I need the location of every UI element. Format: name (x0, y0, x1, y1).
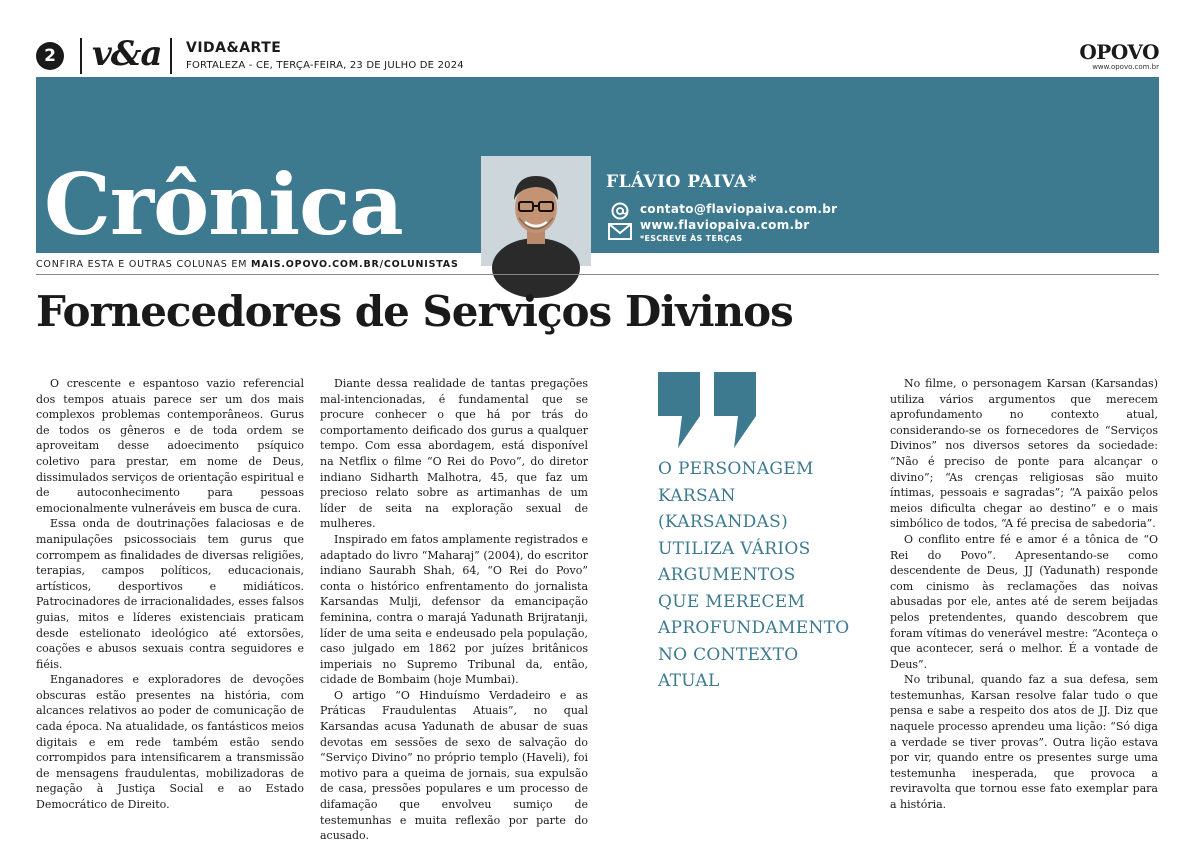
columns-tagline (36, 259, 459, 270)
pull-quote-line: ARGUMENTOS (658, 565, 796, 585)
pull-quote-line: QUE MERECEM (658, 591, 806, 612)
columnists-link[interactable]: MAIS.OPOVO.COM.BR/COLUNISTAS (251, 259, 459, 270)
contact-icons (606, 202, 634, 242)
column-banner (36, 77, 1159, 253)
pull-quote-line: UTILIZA VÁRIOS (658, 538, 811, 559)
divider-rule (36, 274, 1159, 275)
author-portrait (478, 153, 594, 269)
envelope-icon (609, 224, 631, 239)
section-name: VIDA&ARTE (186, 40, 282, 56)
author-name: FLÁVIO PAIVA* (606, 172, 757, 192)
pull-quote-line: KARSAN (658, 485, 736, 506)
pull-quote-line: (KARSANDAS) (658, 512, 789, 532)
article-paragraph: No tribunal, quando faz a sua defesa, sem testemunhas, Karsan resolve falar tudo o que pensa e sabe a respeito dos atos de JJ. Diz que naquele processo aprendeu uma lição: “Só diga a verdade se tiver provas”. Outra lição estava por vir, quando entre os presentes surge uma testemunha inesperada, que provoca a reviravolta que tornou esse fato exemplar para a história. (890, 673, 1158, 812)
page-header (0, 0, 1199, 76)
pull-quote-line: APROFUNDAMENTO (658, 618, 850, 638)
newspaper-logo[interactable]: OPOVO (1079, 40, 1159, 64)
dateline: FORTALEZA - CE, TERÇA-FEIRA, 23 DE JULHO DE 2024 (186, 60, 464, 71)
article-headline: Fornecedores de Serviços Divinos (36, 287, 793, 336)
pull-quote-line: NO CONTEXTO (658, 644, 799, 665)
page-number: 2 (36, 42, 64, 70)
header-divider (170, 38, 172, 74)
article-paragraph: No filme, o personagem Karsan (Karsandas) utiliza vários argumentos que merecem aprofundamento no contexto atual, considerando-se os fornecedores de “Serviços Divinos” nos diversos setores da sociedade: “Não é preciso de ponte para alcançar o divino”; “As crenças religiosas são muito íntimas, pessoais e sagradas”; “A paixão pelos meios dificulta chegar ao destino” e o mais simbólico de todos, “A fé precisa de sabedoria”. (890, 377, 1158, 531)
article-paragraph: Essa onda de doutrinações falaciosas e de manipulações psicossociais tem gurus que corrompem as finalidades de diversas religiões, terapias, campos políticos, educacionais, artísticos, desportivos e midiáticos. Patrocinadores de irracionalidades, esses falsos guias, mitos e líderes existenciais praticam desde estelionato ideológico até extorsões, coações e abusos sexuais contra seguidores e fiéis. (36, 517, 304, 671)
author-website-link[interactable]: www.flaviopaiva.com.br (640, 218, 810, 232)
tagline-prefix: CONFIRA ESTA E OUTRAS COLUNAS EM (36, 259, 252, 270)
article-paragraph: Diante dessa realidade de tantas pregações mal-intencionadas, é fundamental que se procure conhecer o que há por trás do comportamento deificado dos gurus a qualquer tempo. Com essa abordagem, está disponível na Netflix o filme “O Rei do Povo”, do diretor indiano Sidharth Malhotra, 45, que faz um precioso relato sobre as artimanhas de um líder de seita na exploração sexual de mulheres. (320, 377, 588, 531)
header-divider (80, 38, 82, 74)
article-paragraph: O conflito entre fé e amor é a tônica de “O Rei do Povo”. Apresentando-se como descendente de Deus, JJ (Yadunath) responde com cinismo às reclamações das noivas abusadas por ele, antes até de serem beijadas pelos pretendentes, quando descobrem que foram vítimas do venerável mestre: “Aconteça o que acontecer, será o melhor. É a vontade de Deus”. (890, 532, 1158, 671)
schedule-note: *ESCREVE ÀS TERÇAS (640, 234, 743, 243)
column-title: Crônica (44, 155, 403, 254)
article-paragraph: Inspirado em fatos amplamente registrados e adaptado do livro “Maharaj” (2004), do escritor indiano Saurabh Shah, 64, “O Rei do Povo” conta o histórico enfrentamento do jornalista Karsandas Mulji, defensor da emancipação feminina, contra o marajá Yadunath Brijratanji, líder de uma seita e endeusado pela população, caso julgado em 1862 por juízes britânicos imperiais no Supremo Tribunal da, então, cidade de Bombaim (hoje Mumbai). (320, 532, 588, 687)
article-paragraph: Enganadores e exploradores de devoções obscuras estão presentes na história, com alcances relativos ao poder de comunicação de cada época. Na atualidade, os fantásticos meios digitais e em rede também estão sendo corrompidos para intensificarem a transmissão de mensagens fraudulentas, mobilizadoras de negação à Justiça Social e ao Estado Democrático de Direito. (36, 673, 304, 812)
article-column-1 (36, 376, 304, 813)
newspaper-url[interactable]: www.opovo.com.br (1092, 63, 1159, 71)
article-paragraph: O artigo “O Hinduísmo Verdadeiro e as Práticas Fraudulentas Atuais”, no qual Karsandas acusa Yadunath de abusar de suas devotas em sessões de sexo de salvação do “Serviço Divino” no próprio templo (Haveli), foi motivo para a queima de jornais, sua expulsão de casa, pressões populares e um processo de difamação que envolveu sumiço de testemunhas e muita reflexão por parte do acusado. (320, 688, 588, 843)
section-logo: v&a (92, 34, 162, 74)
article-column-2 (320, 376, 588, 844)
article-column-3 (890, 376, 1158, 813)
article-paragraph: O crescente e espantoso vazio referencial dos tempos atuais parece ser um dos mais complexos problemas contemporâneos. Gurus de todos os gêneros e de toda ordem se aproveitam desse adoecimento psíquico coletivo para prestar, em nome de Deus, dissimulados serviços de orientação espiritual e de autoconhecimento para pessoas emocionalmente vulneráveis em busca de cura. (36, 377, 304, 515)
pull-quote (658, 456, 858, 695)
portrait-photo (481, 156, 591, 266)
pull-quote-line: ATUAL (658, 671, 720, 691)
author-email-link[interactable]: contato@flaviopaiva.com.br (640, 202, 838, 216)
pull-quote-line: O PERSONAGEM (658, 459, 814, 479)
at-sign-icon (613, 204, 628, 219)
quote-marks-icon (656, 372, 776, 448)
